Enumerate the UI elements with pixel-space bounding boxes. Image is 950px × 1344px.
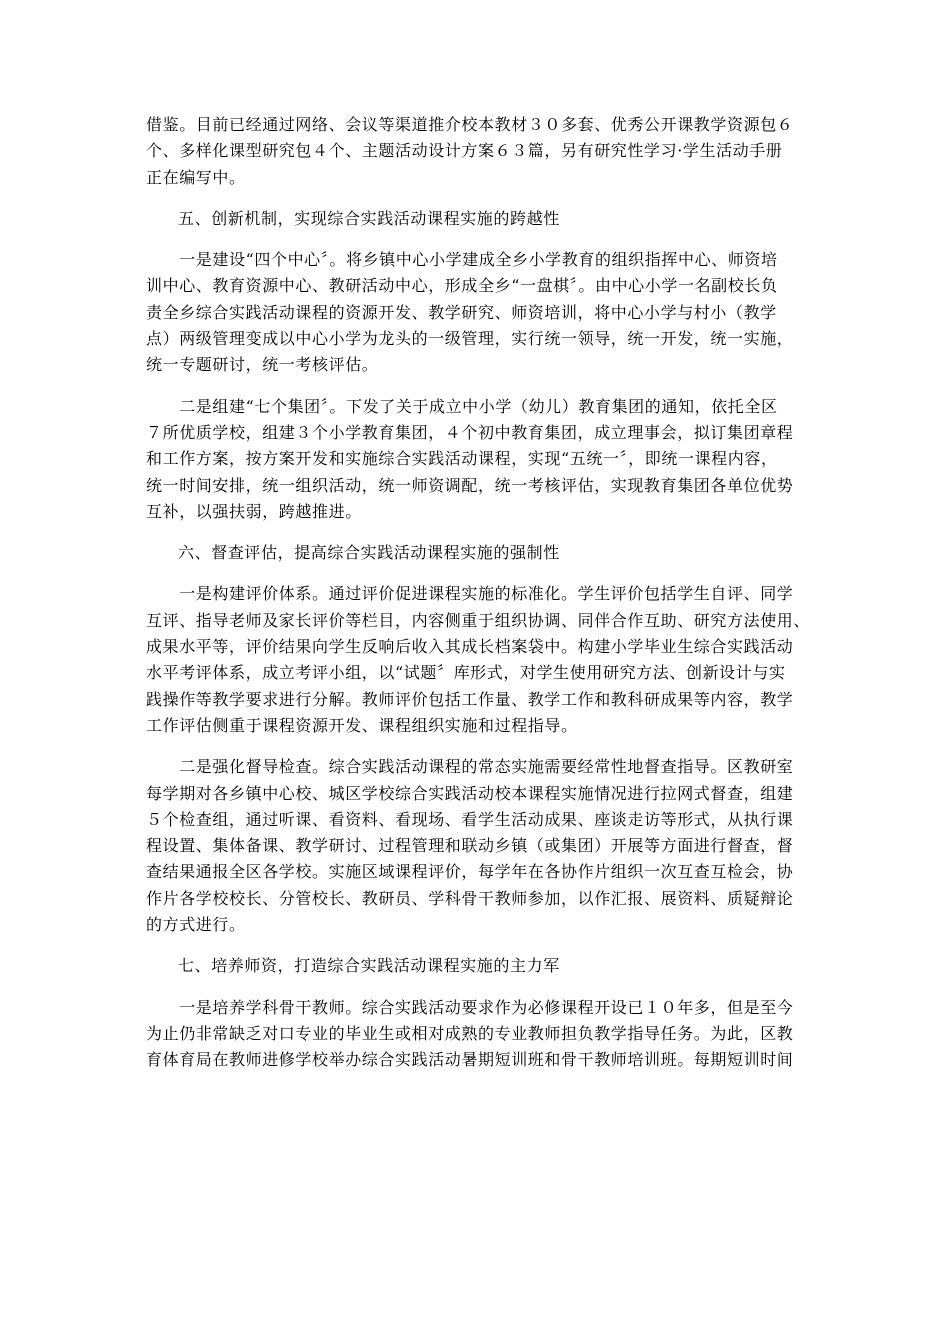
- text-line: 工作评估侧重于课程资源开发、课程组织实施和过程指导。: [146, 715, 578, 735]
- text-line: 作片各学校校长、分管校长、教研员、学科骨干教师参加，以作汇报、展资料、质疑辩论: [146, 888, 794, 908]
- paragraph-2: [146, 247, 810, 378]
- text-line: ７所优质学校，组建３个小学教育集团，４个初中教育集团，成立理事会，拟订集团章程: [146, 422, 794, 442]
- text-line: ５个检查组，通过听课、看资料、看现场、看学生活动成果、座谈走访等形式，从执行课: [146, 809, 794, 829]
- text-line: 践操作等教学要求进行分解。教师评价包括工作量、教学工作和教科研成果等内容，教学: [146, 689, 794, 709]
- text-line: 查结果通报全区各学校。实施区域课程评价，每学年在各协作片组织一次互查互检会，协: [146, 862, 794, 882]
- text-line: 一是建设“四个中心〞。将乡镇中心小学建成全乡小学教育的组织指挥中心、师资培: [146, 250, 778, 270]
- text-line: 为止仍非常缺乏对口专业的毕业生或相对成熟的专业教师担负教学指导任务。为此，区教: [146, 1023, 794, 1043]
- paragraph-6: [146, 995, 810, 1074]
- section-heading-5: 五、创新机制，实现综合实践活动课程实施的跨越性: [178, 208, 560, 228]
- text-line: 水平考评体系，成立考评小组，以“试题〞库形式，对学生使用研究方法、创新设计与实: [146, 663, 786, 683]
- text-line: 一是培养学科骨干教师。综合实践活动要求作为必修课程开设已１０年多，但是至今: [146, 997, 794, 1017]
- text-line: 互评、指导老师及家长评价等栏目，内容侧重于组织协调、同伴合作互助、研究方法使用、: [146, 610, 811, 630]
- paragraph-3: [146, 394, 810, 525]
- text-line: 成果水平等，评价结果向学生反响后收入其成长档案袋中。构建小学毕业生综合实践活动: [146, 637, 794, 657]
- text-line: 统一时间安排，统一组织活动，统一师资调配，统一考核评估，实现教育集团各单位优势: [146, 475, 794, 495]
- text-line: 的方式进行。: [146, 915, 246, 935]
- section-heading-7: 七、培养师资，打造综合实践活动课程实施的主力军: [178, 956, 560, 976]
- text-line: 二是强化督导检查。综合实践活动课程的常态实施需要经常性地督查指导。区教研室: [146, 757, 794, 777]
- paragraph-4: [146, 581, 810, 739]
- text-line: 一是构建评价体系。通过评价促进课程实施的标准化。学生评价包括学生自评、同学: [146, 584, 794, 604]
- text-line: 互补，以强扶弱，跨越推进。: [146, 501, 362, 521]
- text-line: 和工作方案，按方案开发和实施综合实践活动课程，实现“五统一〞，即统一课程内容，: [146, 449, 778, 469]
- text-line: 个、多样化课型研究包４个、主题活动设计方案６３篇，另有研究性学习·学生活动手册: [146, 141, 783, 161]
- text-line: 正在编写中。: [146, 167, 246, 187]
- section-heading-6: 六、督查评估，提高综合实践活动课程实施的强制性: [178, 543, 560, 563]
- paragraph-1: [146, 112, 810, 191]
- paragraph-5: [146, 754, 810, 938]
- text-line: 二是组建“七个集团〞。下发了关于成立中小学（幼儿）教育集团的通知，依托全区: [146, 396, 778, 416]
- text-line: 训中心、教育资源中心、教研活动中心，形成全乡“一盘棋〞。由中心小学一名副校长负: [146, 276, 778, 296]
- text-line: 点）两级管理变成以中心小学为龙头的一级管理，实行统一领导，统一开发，统一实施，: [146, 329, 794, 349]
- text-line: 借鉴。目前已经通过网络、会议等渠道推介校本教材３０多套、优秀公开课教学资源包６: [146, 115, 794, 134]
- document-body: [146, 112, 810, 1074]
- text-line: 统一专题研讨，统一考核评估。: [146, 355, 379, 375]
- text-line: 每学期对各乡镇中心校、城区学校综合实践活动校本课程实施情况进行拉网式督查，组建: [146, 783, 794, 803]
- text-line: 程设置、集体备课、教学研讨、过程管理和联动乡镇（或集团）开展等方面进行督查，督: [146, 836, 794, 856]
- text-line: 责全乡综合实践活动课程的资源开发、教学研究、师资培训，将中心小学与村小（教学: [146, 302, 777, 322]
- text-line: 育体育局在教师进修学校举办综合实践活动暑期短训班和骨干教师培训班。每期短训时间: [146, 1050, 794, 1070]
